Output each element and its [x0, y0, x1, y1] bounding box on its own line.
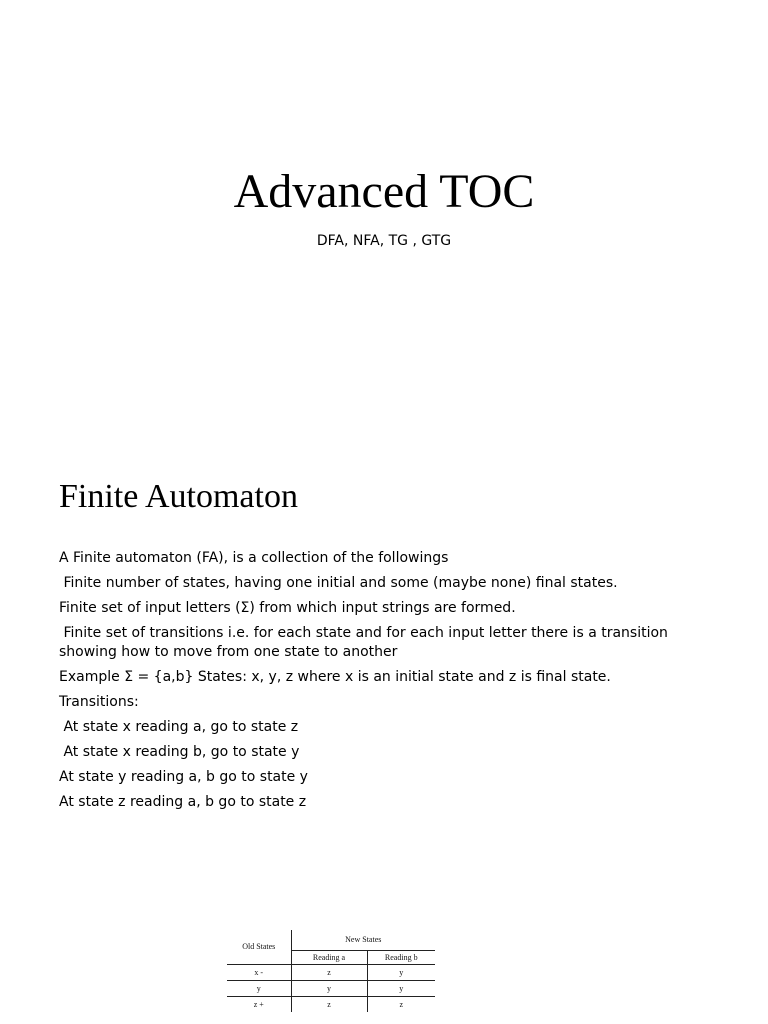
- text-line: At state x reading a, go to state z: [59, 719, 299, 735]
- table-cell: z: [291, 964, 367, 980]
- text-line: Example Σ = {a,b} States: x, y, z where x is an initial state and z is final state.: [59, 669, 611, 685]
- text-line: At state x reading b, go to state y: [59, 744, 300, 760]
- reading-a-header: Reading a: [291, 950, 367, 964]
- section-heading: Finite Automaton: [59, 478, 298, 515]
- text-line: At state z reading a, b go to state z: [59, 794, 307, 810]
- table-cell: y: [367, 980, 435, 996]
- table-cell: y: [291, 980, 367, 996]
- table-row: [227, 964, 435, 980]
- text-line: At state y reading a, b go to state y: [59, 769, 308, 785]
- table-cell: z: [367, 996, 435, 1012]
- table-cell: x -: [227, 964, 291, 980]
- text-line: Finite set of input letters (Σ) from which input strings are formed.: [59, 600, 516, 616]
- slide-title: Advanced TOC: [233, 165, 535, 218]
- slide-subtitle: DFA, NFA, TG , GTG: [316, 233, 452, 249]
- table-row: [227, 980, 435, 996]
- text-line: A Finite automaton (FA), is a collection of the followings: [59, 550, 449, 566]
- old-states-header: Old States: [242, 942, 276, 952]
- transition-table: [227, 930, 435, 1012]
- text-line: showing how to move from one state to another: [59, 644, 398, 660]
- reading-b-header: Reading b: [367, 950, 435, 964]
- table-cell: z +: [227, 996, 291, 1012]
- text-line: Finite number of states, having one initial and some (maybe none) final states.: [59, 575, 618, 591]
- text-line: Transitions:: [59, 694, 139, 710]
- table-cell: y: [227, 980, 291, 996]
- table-cell: z: [291, 996, 367, 1012]
- table-cell: y: [367, 964, 435, 980]
- table-row: [227, 996, 435, 1012]
- text-line: Finite set of transitions i.e. for each state and for each input letter there is a transition: [59, 625, 668, 641]
- new-states-header: New States: [291, 930, 435, 950]
- definition-text: [59, 549, 699, 812]
